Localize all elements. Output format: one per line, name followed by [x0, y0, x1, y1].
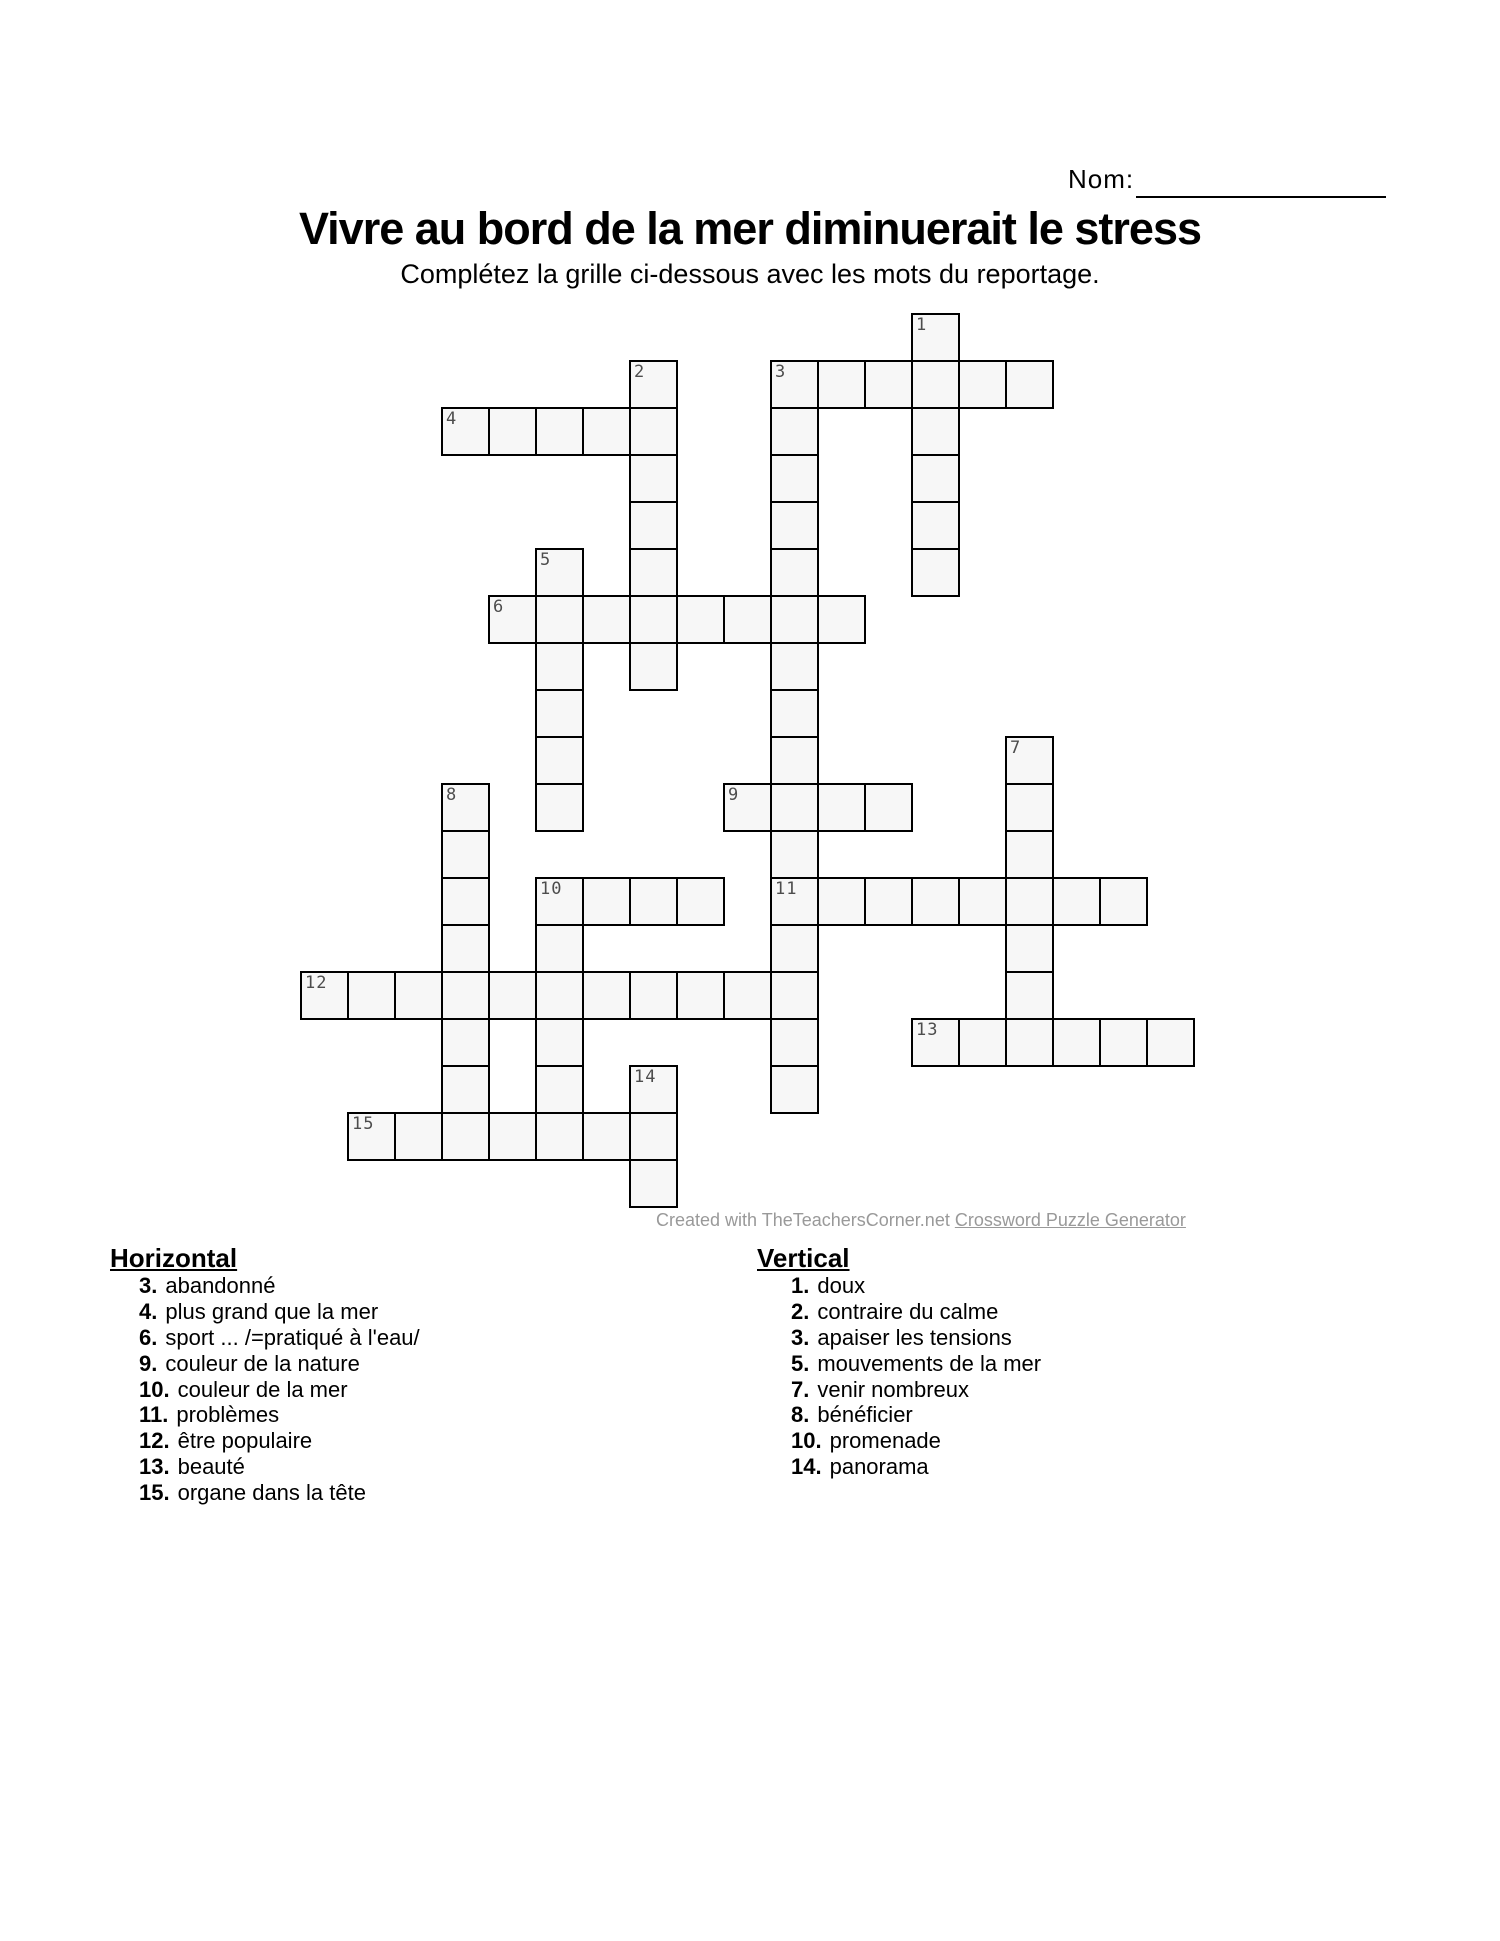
clue-text: organe dans la tête — [177, 1480, 366, 1506]
clue-line — [139, 1454, 420, 1480]
cell-number: 6 — [493, 597, 505, 617]
grid-cell — [582, 971, 631, 1020]
grid-cell — [770, 407, 819, 456]
grid-cell — [629, 454, 678, 503]
cell-number: 15 — [352, 1114, 375, 1134]
grid-cell — [629, 1065, 678, 1114]
grid-cell — [488, 1112, 537, 1161]
grid-cell — [535, 736, 584, 785]
grid-cell — [629, 360, 678, 409]
grid-cell — [582, 407, 631, 456]
grid-cell — [629, 971, 678, 1020]
clue-text: plus grand que la mer — [165, 1298, 379, 1324]
grid-cell — [394, 971, 443, 1020]
clue-number: 3. — [791, 1324, 810, 1350]
clue-number: 9. — [139, 1350, 158, 1376]
clue-number: 6. — [139, 1324, 158, 1350]
grid-cell — [1099, 877, 1148, 926]
grid-cell — [770, 783, 819, 832]
credit-text: Created with TheTeachersCorner.net — [656, 1210, 955, 1230]
clue-number: 14. — [791, 1454, 822, 1480]
clue-number: 10. — [139, 1376, 170, 1402]
grid-cell — [770, 548, 819, 597]
clue-text: contraire du calme — [817, 1298, 999, 1324]
page-subtitle: Complétez la grille ci-dessous avec les mots du reportage. — [400, 259, 1100, 289]
clue-text: mouvements de la mer — [817, 1350, 1042, 1376]
cell-number: 14 — [634, 1067, 657, 1087]
grid-cell — [817, 360, 866, 409]
grid-cell — [488, 595, 537, 644]
cell-number: 3 — [775, 362, 787, 382]
grid-cell — [629, 1159, 678, 1208]
clue-text: sport ... /=pratiqué à l'eau/ — [165, 1324, 420, 1350]
clue-line — [139, 1377, 420, 1403]
grid-cell — [629, 548, 678, 597]
grid-cell — [770, 360, 819, 409]
name-label: Nom: — [1068, 164, 1135, 194]
cell-number: 2 — [634, 362, 646, 382]
grid-cell — [1005, 360, 1054, 409]
clue-text: apaiser les tensions — [817, 1324, 1012, 1350]
grid-cell — [535, 971, 584, 1020]
grid-cell — [817, 783, 866, 832]
grid-cell — [347, 971, 396, 1020]
grid-cell — [441, 877, 490, 926]
grid-cell — [535, 924, 584, 973]
grid-cell — [441, 783, 490, 832]
clue-text: beauté — [177, 1454, 245, 1480]
grid-cell — [1005, 783, 1054, 832]
grid-cell — [629, 1112, 678, 1161]
clue-line — [791, 1273, 1041, 1299]
grid-cell — [864, 783, 913, 832]
clue-text: doux — [817, 1273, 866, 1298]
grid-cell — [676, 877, 725, 926]
crossword-grid — [300, 313, 1195, 1208]
grid-cell — [911, 501, 960, 550]
clue-line — [791, 1428, 1041, 1454]
grid-cell — [582, 1112, 631, 1161]
cell-number: 9 — [728, 785, 740, 805]
down-clues-heading: Vertical — [757, 1243, 850, 1273]
grid-cell — [441, 1065, 490, 1114]
grid-cell — [676, 971, 725, 1020]
grid-cell — [1052, 1018, 1101, 1067]
clue-number: 8. — [791, 1402, 810, 1428]
grid-cell — [347, 1112, 396, 1161]
cell-number: 4 — [446, 409, 458, 429]
grid-cell — [1005, 736, 1054, 785]
grid-cell — [770, 595, 819, 644]
grid-cell — [629, 407, 678, 456]
grid-cell — [770, 689, 819, 738]
grid-cell — [535, 642, 584, 691]
grid-cell — [1005, 971, 1054, 1020]
grid-cell — [441, 830, 490, 879]
grid-cell — [676, 595, 725, 644]
clue-number: 7. — [791, 1376, 810, 1402]
clue-line — [139, 1325, 420, 1351]
grid-cell — [723, 783, 772, 832]
grid-cell — [770, 1065, 819, 1114]
grid-cell — [488, 407, 537, 456]
cell-number: 8 — [446, 785, 458, 805]
grid-cell — [629, 877, 678, 926]
grid-cell — [582, 595, 631, 644]
grid-cell — [488, 971, 537, 1020]
grid-cell — [441, 924, 490, 973]
page-title: Vivre au bord de la mer diminuerait le stress — [298, 203, 1202, 254]
grid-cell — [911, 407, 960, 456]
across-clues-list — [139, 1273, 420, 1506]
clue-text: couleur de la mer — [177, 1376, 348, 1402]
across-clues-heading: Horizontal — [110, 1243, 238, 1273]
clue-line — [791, 1454, 1041, 1480]
clue-number: 3. — [139, 1273, 158, 1298]
down-clues-list — [791, 1273, 1041, 1480]
clue-line — [791, 1402, 1041, 1428]
grid-cell — [770, 971, 819, 1020]
grid-cell — [911, 1018, 960, 1067]
grid-cell — [441, 407, 490, 456]
grid-cell — [441, 1112, 490, 1161]
grid-cell — [770, 454, 819, 503]
grid-cell — [817, 877, 866, 926]
clue-line — [791, 1377, 1041, 1403]
grid-cell — [770, 830, 819, 879]
cell-number: 13 — [916, 1020, 939, 1040]
generator-credit — [656, 1210, 1186, 1231]
grid-cell — [723, 595, 772, 644]
grid-cell — [770, 877, 819, 926]
clue-text: être populaire — [177, 1428, 313, 1454]
clue-text: abandonné — [165, 1273, 276, 1298]
grid-cell — [911, 313, 960, 362]
grid-cell — [958, 360, 1007, 409]
clue-number: 5. — [791, 1350, 810, 1376]
grid-cell — [911, 454, 960, 503]
grid-cell — [300, 971, 349, 1020]
generator-link[interactable]: Crossword Puzzle Generator — [954, 1210, 1186, 1230]
grid-cell — [535, 1112, 584, 1161]
clue-line — [139, 1480, 420, 1506]
clue-number: 2. — [791, 1298, 810, 1324]
cell-number: 7 — [1010, 738, 1022, 758]
clue-number: 11. — [139, 1402, 169, 1428]
grid-cell — [1005, 1018, 1054, 1067]
grid-cell — [1005, 924, 1054, 973]
clue-number: 12. — [139, 1428, 170, 1454]
grid-cell — [1005, 830, 1054, 879]
grid-cell — [958, 877, 1007, 926]
clue-text: bénéficier — [817, 1402, 913, 1428]
grid-cell — [441, 1018, 490, 1067]
clue-line — [139, 1351, 420, 1377]
cell-number: 5 — [540, 550, 552, 570]
grid-cell — [535, 1018, 584, 1067]
grid-cell — [535, 783, 584, 832]
clue-number: 4. — [139, 1298, 158, 1324]
grid-cell — [1099, 1018, 1148, 1067]
grid-cell — [1052, 877, 1101, 926]
grid-cell — [770, 501, 819, 550]
clue-text: panorama — [829, 1454, 929, 1480]
grid-cell — [535, 407, 584, 456]
grid-cell — [535, 1065, 584, 1114]
grid-cell — [770, 642, 819, 691]
grid-cell — [582, 877, 631, 926]
cell-number: 10 — [540, 879, 563, 899]
grid-cell — [394, 1112, 443, 1161]
clue-line — [791, 1299, 1041, 1325]
clue-number: 15. — [139, 1480, 170, 1506]
grid-cell — [911, 877, 960, 926]
grid-cell — [864, 877, 913, 926]
clue-line — [791, 1325, 1041, 1351]
clue-text: promenade — [829, 1428, 941, 1454]
grid-cell — [911, 360, 960, 409]
cell-number: 12 — [305, 973, 328, 993]
grid-cell — [629, 501, 678, 550]
grid-cell — [1005, 877, 1054, 926]
clue-text: problèmes — [176, 1402, 280, 1428]
clue-line — [139, 1428, 420, 1454]
clue-text: couleur de la nature — [165, 1350, 360, 1376]
grid-cell — [441, 971, 490, 1020]
clue-number: 1. — [791, 1273, 810, 1298]
grid-cell — [770, 736, 819, 785]
grid-cell — [817, 595, 866, 644]
grid-cell — [629, 642, 678, 691]
grid-cell — [958, 1018, 1007, 1067]
grid-cell — [535, 689, 584, 738]
clue-line — [791, 1351, 1041, 1377]
grid-cell — [770, 924, 819, 973]
clue-line — [139, 1299, 420, 1325]
clue-line — [139, 1273, 420, 1299]
grid-cell — [535, 595, 584, 644]
grid-cell — [864, 360, 913, 409]
grid-cell — [723, 971, 772, 1020]
grid-cell — [1146, 1018, 1195, 1067]
cell-number: 1 — [916, 315, 928, 335]
grid-cell — [911, 548, 960, 597]
grid-cell — [535, 548, 584, 597]
grid-cell — [629, 595, 678, 644]
clue-line — [139, 1402, 420, 1428]
name-blank-line — [1136, 170, 1386, 198]
clue-number: 10. — [791, 1428, 822, 1454]
clue-text: venir nombreux — [817, 1376, 969, 1402]
clue-number: 13. — [139, 1454, 170, 1480]
cell-number: 11 — [775, 879, 798, 899]
grid-cell — [535, 877, 584, 926]
grid-cell — [770, 1018, 819, 1067]
